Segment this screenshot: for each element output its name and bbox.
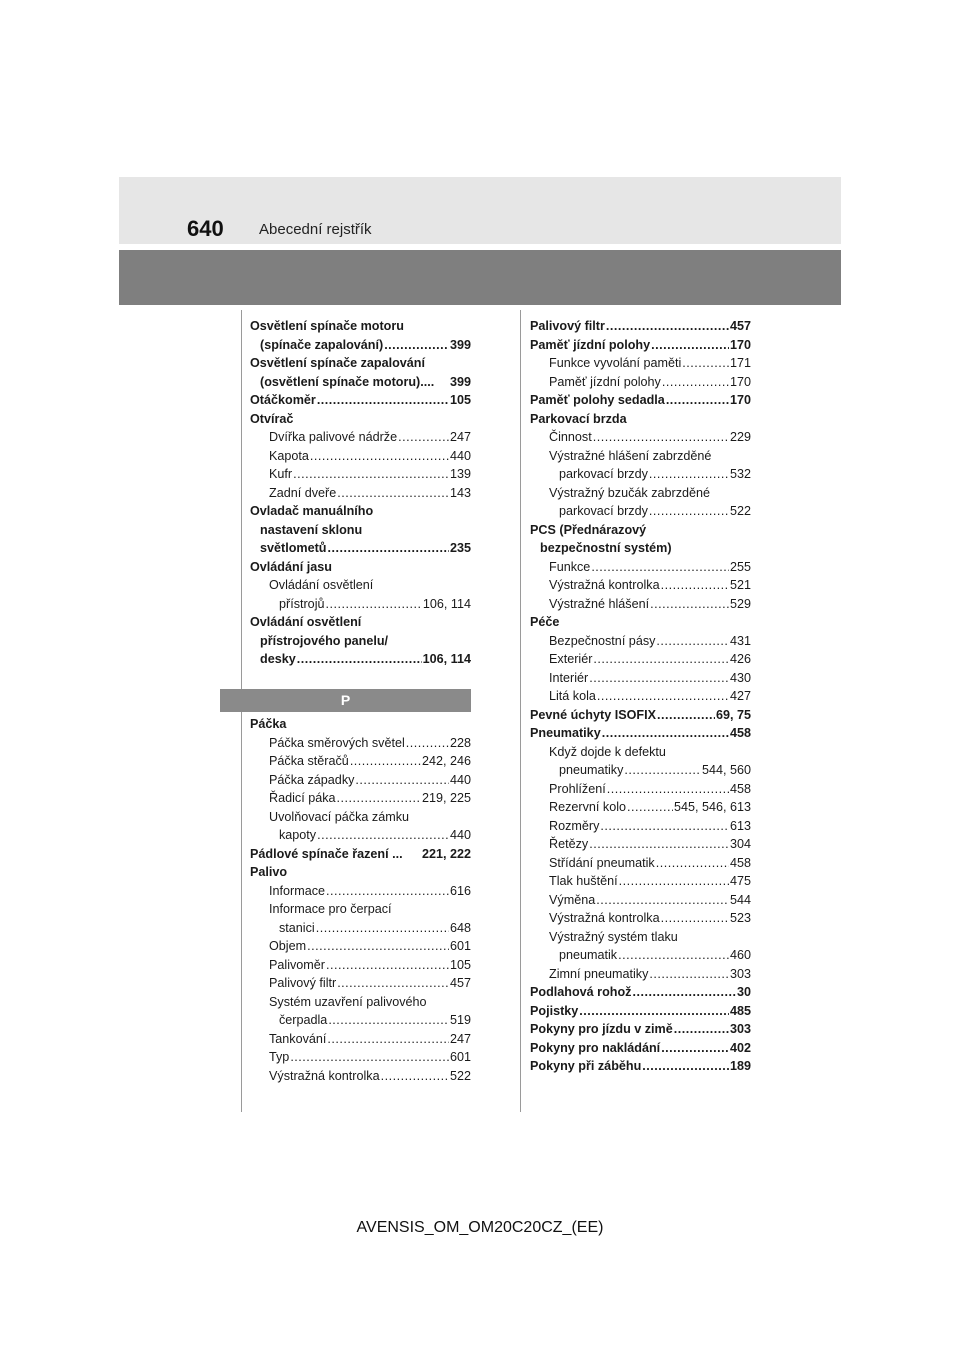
index-entry-term: Zadní dveře bbox=[269, 485, 337, 500]
index-entry bbox=[250, 863, 471, 882]
dot-leader bbox=[650, 595, 729, 614]
dot-leader bbox=[326, 595, 422, 614]
index-entry-page: 529 bbox=[729, 596, 751, 611]
index-entry bbox=[250, 937, 471, 956]
index-column-right bbox=[530, 317, 751, 1076]
index-entry-page: 189 bbox=[729, 1059, 751, 1073]
index-entry-term: Bezpečnostní pásy bbox=[549, 633, 656, 648]
section-title: Abecední rejstřík bbox=[259, 221, 372, 238]
index-entry-term: Pokyny pro jízdu v zimě bbox=[530, 1022, 673, 1036]
index-entry-term: Systém uzavření palivového bbox=[269, 994, 427, 1009]
dot-leader bbox=[661, 909, 729, 928]
index-entry bbox=[530, 558, 751, 577]
index-entry-term: Ovládání jasu bbox=[250, 559, 332, 574]
index-entry bbox=[250, 354, 471, 373]
index-entry bbox=[250, 428, 471, 447]
index-entry-term: Paměť jízdní polohy bbox=[549, 374, 661, 389]
index-entry-page: 219, 225 bbox=[421, 791, 471, 805]
index-entry-term: Informace pro čerpací bbox=[269, 902, 392, 916]
index-entry bbox=[530, 798, 751, 817]
index-entry-term: čerpadla bbox=[279, 1013, 328, 1027]
dot-leader bbox=[666, 391, 729, 410]
dot-leader bbox=[297, 650, 422, 669]
index-entry bbox=[250, 447, 471, 466]
index-entry-term: Typ bbox=[269, 1050, 290, 1064]
index-entry bbox=[250, 373, 471, 392]
index-entry-term: (osvětlení spínače motoru).... bbox=[260, 374, 435, 389]
dot-leader bbox=[327, 1030, 449, 1049]
index-entry-page: 399 bbox=[449, 337, 471, 352]
index-entry-page: 613 bbox=[729, 818, 751, 833]
index-entry bbox=[530, 669, 751, 688]
index-entry bbox=[530, 1020, 751, 1039]
index-entry bbox=[250, 613, 471, 632]
index-entry bbox=[250, 502, 471, 521]
index-entry-term: Funkce bbox=[549, 559, 591, 574]
index-entry-page: 69, 75 bbox=[715, 707, 751, 722]
index-entry-page: 431 bbox=[729, 633, 751, 648]
index-entry-page: 521 bbox=[729, 578, 751, 592]
index-entry-page: 458 bbox=[729, 726, 751, 740]
index-entry-term: nastavení sklonu bbox=[260, 522, 363, 537]
index-entry bbox=[530, 595, 751, 614]
index-entry-page: 648 bbox=[449, 920, 471, 935]
index-entry bbox=[530, 502, 751, 521]
index-entry bbox=[530, 447, 751, 466]
dot-leader bbox=[337, 484, 449, 503]
index-entry-page: 601 bbox=[449, 939, 471, 953]
index-entry-term: Pojistky bbox=[530, 1003, 579, 1018]
index-entry-term: Palivoměr bbox=[269, 957, 325, 972]
dot-leader bbox=[618, 946, 729, 965]
index-entry bbox=[530, 428, 751, 447]
index-entry bbox=[530, 706, 751, 725]
index-entry bbox=[530, 854, 751, 873]
index-entry bbox=[530, 373, 751, 392]
index-entry-term: pneumatik bbox=[559, 948, 618, 962]
page-number: 640 bbox=[187, 216, 224, 241]
index-entry bbox=[530, 613, 751, 632]
index-entry-term: Ovládání osvětlení bbox=[250, 615, 362, 629]
index-entry bbox=[250, 410, 471, 429]
dot-leader bbox=[328, 539, 449, 558]
index-entry bbox=[530, 928, 751, 947]
dot-leader bbox=[293, 465, 449, 484]
index-entry bbox=[530, 983, 751, 1002]
index-entry bbox=[530, 835, 751, 854]
index-entry bbox=[250, 1067, 471, 1086]
index-entry-page: 523 bbox=[729, 911, 751, 925]
dot-leader bbox=[591, 558, 729, 577]
index-entry-page: 105 bbox=[449, 393, 471, 407]
index-entry-page: 522 bbox=[729, 504, 751, 518]
dot-leader bbox=[632, 983, 736, 1002]
index-entry-term: Páčka stěračů bbox=[269, 754, 349, 768]
index-entry-term: Osvětlení spínače zapalování bbox=[250, 356, 425, 370]
index-entry-term: Výstražná kontrolka bbox=[549, 911, 660, 925]
index-entry-term: Informace bbox=[269, 883, 325, 898]
dot-leader bbox=[627, 798, 673, 817]
index-entry-page: 170 bbox=[729, 374, 751, 389]
index-column-left-p bbox=[250, 715, 471, 1085]
index-entry-page: 426 bbox=[729, 652, 751, 666]
index-entry-term: Výstražný systém tlaku bbox=[549, 929, 678, 944]
right-column-rule bbox=[520, 310, 521, 1112]
index-entry-term: Péče bbox=[530, 615, 560, 629]
index-entry-page: 519 bbox=[449, 1013, 471, 1027]
index-entry-term: Paměť jízdní polohy bbox=[530, 337, 651, 352]
index-entry-term: parkovací brzdy bbox=[559, 504, 648, 518]
dot-leader bbox=[649, 465, 729, 484]
dot-leader bbox=[649, 502, 729, 521]
index-entry-term: Výstražný bzučák zabrzděné bbox=[549, 485, 711, 500]
index-entry-term: Podlahová rohož bbox=[530, 985, 632, 999]
index-entry-page: 221, 222 bbox=[421, 846, 471, 861]
index-entry-term: Pádlové spínače řazení ... bbox=[250, 846, 403, 861]
dot-leader bbox=[674, 1020, 729, 1039]
index-entry bbox=[530, 391, 751, 410]
index-entry-page: 235 bbox=[449, 541, 471, 555]
index-entry-page: 170 bbox=[729, 393, 751, 407]
index-entry-term: Výstražná kontrolka bbox=[549, 578, 660, 592]
index-entry-term: Výstražné hlášení bbox=[549, 596, 650, 611]
index-entry-term: (spínače zapalování) bbox=[260, 337, 384, 352]
index-entry bbox=[250, 789, 471, 808]
index-entry-page: 105 bbox=[449, 957, 471, 972]
index-entry bbox=[250, 882, 471, 901]
index-entry-term: Parkovací brzda bbox=[530, 411, 627, 426]
dot-leader bbox=[682, 354, 729, 373]
index-entry bbox=[530, 317, 751, 336]
dot-leader bbox=[326, 882, 449, 901]
index-entry-term: Páčka západky bbox=[269, 772, 355, 787]
index-entry-page: 255 bbox=[729, 559, 751, 574]
index-entry bbox=[530, 484, 751, 503]
index-entry-page: 30 bbox=[736, 985, 751, 999]
index-entry-page: 106, 114 bbox=[422, 652, 471, 666]
index-entry bbox=[250, 558, 471, 577]
index-entry-page: 247 bbox=[449, 1031, 471, 1046]
index-entry-term: Otvírač bbox=[250, 411, 294, 426]
dot-leader bbox=[597, 687, 729, 706]
dot-leader bbox=[337, 974, 449, 993]
index-entry bbox=[250, 734, 471, 753]
index-entry-page: 458 bbox=[729, 855, 751, 870]
index-entry-term: Ovladač manuálního bbox=[250, 504, 374, 518]
index-entry bbox=[530, 965, 751, 984]
header-band bbox=[119, 177, 841, 244]
index-entry-page: 544, 560 bbox=[701, 763, 751, 777]
index-entry-page: 402 bbox=[729, 1040, 751, 1055]
index-entry bbox=[530, 946, 751, 965]
dot-leader bbox=[602, 724, 729, 743]
index-entry bbox=[530, 521, 751, 540]
index-entry bbox=[530, 336, 751, 355]
index-entry bbox=[250, 1030, 471, 1049]
index-entry-page: 304 bbox=[729, 837, 751, 851]
index-entry bbox=[250, 826, 471, 845]
index-entry bbox=[250, 808, 471, 827]
index-entry bbox=[250, 715, 471, 734]
index-entry-term: bezpečnostní systém) bbox=[540, 541, 672, 555]
index-entry bbox=[530, 410, 751, 429]
index-entry bbox=[250, 539, 471, 558]
index-entry bbox=[530, 743, 751, 762]
dot-leader bbox=[326, 956, 449, 975]
index-entry bbox=[530, 1002, 751, 1021]
dot-leader bbox=[337, 789, 421, 808]
index-entry bbox=[250, 845, 471, 864]
index-entry-term: Zimní pneumatiky bbox=[549, 966, 649, 981]
dot-leader bbox=[593, 650, 729, 669]
index-entry-term: přístrojového panelu/ bbox=[260, 633, 389, 648]
dot-leader bbox=[624, 761, 701, 780]
dot-leader bbox=[593, 428, 729, 447]
index-entry bbox=[250, 465, 471, 484]
index-entry-page: 457 bbox=[449, 976, 471, 990]
index-entry bbox=[530, 761, 751, 780]
index-entry bbox=[530, 724, 751, 743]
header-dark-band bbox=[119, 250, 841, 305]
index-entry bbox=[250, 317, 471, 336]
dot-leader bbox=[596, 891, 729, 910]
index-entry bbox=[530, 780, 751, 799]
index-entry-term: Prohlížení bbox=[549, 781, 606, 796]
index-entry bbox=[530, 687, 751, 706]
dot-leader bbox=[406, 734, 449, 753]
dot-leader bbox=[642, 1057, 729, 1076]
dot-leader bbox=[579, 1002, 729, 1021]
index-entry bbox=[250, 650, 471, 669]
index-entry-term: Osvětlení spínače motoru bbox=[250, 319, 404, 333]
index-entry-term: Páčka bbox=[250, 717, 287, 731]
dot-leader bbox=[350, 752, 421, 771]
dot-leader bbox=[310, 447, 449, 466]
index-entry bbox=[530, 539, 751, 558]
index-entry-term: kapoty bbox=[279, 828, 317, 842]
index-entry-page: 532 bbox=[729, 467, 751, 481]
index-entry bbox=[530, 576, 751, 595]
letter-heading-p: P bbox=[220, 689, 471, 712]
index-entry-term: Uvolňovací páčka zámku bbox=[269, 809, 409, 824]
index-entry bbox=[530, 1057, 751, 1076]
index-entry-term: desky bbox=[260, 652, 296, 666]
index-entry-term: Tankování bbox=[269, 1031, 327, 1046]
index-entry bbox=[530, 632, 751, 651]
dot-leader bbox=[661, 1039, 729, 1058]
dot-leader bbox=[656, 632, 729, 651]
index-entry-term: PCS (Přednárazový bbox=[530, 522, 647, 537]
index-entry-page: 303 bbox=[729, 966, 751, 981]
index-entry-term: Pneumatiky bbox=[530, 726, 601, 740]
index-entry-page: 139 bbox=[449, 467, 471, 481]
index-entry bbox=[250, 919, 471, 938]
index-entry-page: 399 bbox=[449, 374, 471, 389]
index-entry bbox=[250, 974, 471, 993]
index-entry-term: Exteriér bbox=[549, 652, 593, 666]
index-entry-term: Řetězy bbox=[549, 837, 589, 851]
dot-leader bbox=[656, 854, 729, 873]
index-entry-term: Palivový filtr bbox=[269, 976, 337, 990]
index-entry bbox=[530, 465, 751, 484]
index-entry-term: Páčka směrových světel bbox=[269, 735, 405, 750]
index-entry bbox=[250, 521, 471, 540]
index-entry-page: 440 bbox=[449, 448, 471, 463]
index-entry-term: Střídání pneumatik bbox=[549, 855, 655, 870]
index-entry bbox=[250, 391, 471, 410]
index-entry-term: Rozměry bbox=[549, 818, 600, 833]
index-entry-page: 171 bbox=[729, 356, 751, 370]
dot-leader bbox=[290, 1048, 449, 1067]
index-entry-page: 170 bbox=[729, 337, 751, 352]
index-entry-term: Kapota bbox=[269, 448, 309, 463]
index-entry-term: Paměť polohy sedadla bbox=[530, 393, 665, 407]
dot-leader bbox=[589, 835, 729, 854]
index-entry-term: Činnost bbox=[549, 430, 592, 444]
index-entry-term: Dvířka palivové nádrže bbox=[269, 430, 398, 444]
index-entry-term: Výstražné hlášení zabrzděné bbox=[549, 448, 712, 463]
index-entry-page: 430 bbox=[729, 670, 751, 685]
dot-leader bbox=[398, 428, 449, 447]
dot-leader bbox=[384, 336, 449, 355]
index-entry bbox=[250, 956, 471, 975]
index-entry bbox=[530, 909, 751, 928]
dot-leader bbox=[649, 965, 729, 984]
index-entry-page: 247 bbox=[449, 430, 471, 444]
index-entry-term: Ovládání osvětlení bbox=[269, 578, 374, 592]
index-entry-page: 440 bbox=[449, 772, 471, 787]
index-entry bbox=[250, 1048, 471, 1067]
index-entry-page: 106, 114 bbox=[422, 596, 471, 611]
index-entry bbox=[250, 1011, 471, 1030]
index-entry-page: 616 bbox=[449, 883, 471, 898]
index-entry-page: 475 bbox=[729, 874, 751, 888]
dot-leader bbox=[657, 706, 715, 725]
index-entry-term: Kufr bbox=[269, 467, 293, 481]
index-entry-term: Řadicí páka bbox=[269, 791, 336, 805]
index-entry bbox=[530, 872, 751, 891]
index-entry-term: Palivový filtr bbox=[530, 319, 605, 333]
dot-leader bbox=[600, 817, 729, 836]
index-entry-page: 228 bbox=[449, 735, 471, 750]
index-entry-page: 242, 246 bbox=[421, 754, 471, 768]
document-code-footer: AVENSIS_OM_OM20C20CZ_(EE) bbox=[356, 1219, 604, 1236]
dot-leader bbox=[607, 780, 729, 799]
index-entry bbox=[250, 336, 471, 355]
dot-leader bbox=[606, 317, 729, 336]
index-entry-page: 440 bbox=[449, 828, 471, 842]
index-entry-term: světlometů bbox=[260, 541, 327, 555]
dot-leader bbox=[355, 771, 449, 790]
dot-leader bbox=[381, 1067, 449, 1086]
index-entry-term: Funkce vyvolání paměti bbox=[549, 356, 682, 370]
index-entry-term: Když dojde k defektu bbox=[549, 744, 666, 759]
index-entry-page: 458 bbox=[729, 781, 751, 796]
index-entry-term: parkovací brzdy bbox=[559, 467, 648, 481]
dot-leader bbox=[589, 669, 729, 688]
index-entry bbox=[250, 993, 471, 1012]
index-column-left bbox=[250, 317, 471, 669]
dot-leader bbox=[651, 336, 729, 355]
index-entry-page: 427 bbox=[729, 689, 751, 703]
dot-leader bbox=[307, 937, 449, 956]
index-entry bbox=[250, 771, 471, 790]
index-entry-term: Rezervní kolo bbox=[549, 800, 626, 814]
index-entry-page: 229 bbox=[729, 430, 751, 444]
index-entry bbox=[530, 650, 751, 669]
index-entry-page: 485 bbox=[729, 1003, 751, 1018]
index-entry-page: 457 bbox=[729, 319, 751, 333]
dot-leader bbox=[662, 373, 729, 392]
index-entry-term: Výměna bbox=[549, 892, 596, 907]
index-entry-term: Tlak huštění bbox=[549, 874, 618, 888]
index-entry-term: Pokyny pro nakládání bbox=[530, 1040, 661, 1055]
index-entry bbox=[250, 595, 471, 614]
index-entry-term: Pevné úchyty ISOFIX bbox=[530, 707, 656, 722]
index-entry-term: Interiér bbox=[549, 670, 589, 685]
index-entry-term: přístrojů bbox=[279, 596, 325, 611]
index-entry bbox=[250, 484, 471, 503]
index-entry-term: pneumatiky bbox=[559, 763, 624, 777]
index-entry-page: 545, 546, 613 bbox=[673, 800, 751, 814]
index-entry bbox=[530, 817, 751, 836]
dot-leader bbox=[316, 919, 449, 938]
index-entry bbox=[250, 632, 471, 651]
index-entry bbox=[250, 752, 471, 771]
dot-leader bbox=[619, 872, 729, 891]
index-entry-term: Otáčkoměr bbox=[250, 393, 316, 407]
index-entry-term: Objem bbox=[269, 939, 307, 953]
index-entry-term: Palivo bbox=[250, 865, 288, 879]
index-entry-page: 303 bbox=[729, 1022, 751, 1036]
dot-leader bbox=[328, 1011, 449, 1030]
dot-leader bbox=[317, 826, 449, 845]
index-entry-page: 544 bbox=[729, 892, 751, 907]
index-entry bbox=[530, 891, 751, 910]
index-entry bbox=[250, 576, 471, 595]
index-entry-term: Výstražná kontrolka bbox=[269, 1068, 380, 1083]
index-entry-page: 522 bbox=[449, 1068, 471, 1083]
index-entry-term: Litá kola bbox=[549, 689, 596, 703]
index-entry-page: 143 bbox=[449, 485, 471, 500]
index-entry bbox=[250, 900, 471, 919]
index-entry bbox=[530, 1039, 751, 1058]
index-entry-term: stanici bbox=[279, 920, 315, 935]
index-entry-page: 460 bbox=[729, 948, 751, 962]
dot-leader bbox=[661, 576, 729, 595]
index-entry-term: Pokyny při záběhu bbox=[530, 1059, 642, 1073]
index-entry bbox=[530, 354, 751, 373]
index-entry-page: 601 bbox=[449, 1050, 471, 1064]
dot-leader bbox=[317, 391, 449, 410]
